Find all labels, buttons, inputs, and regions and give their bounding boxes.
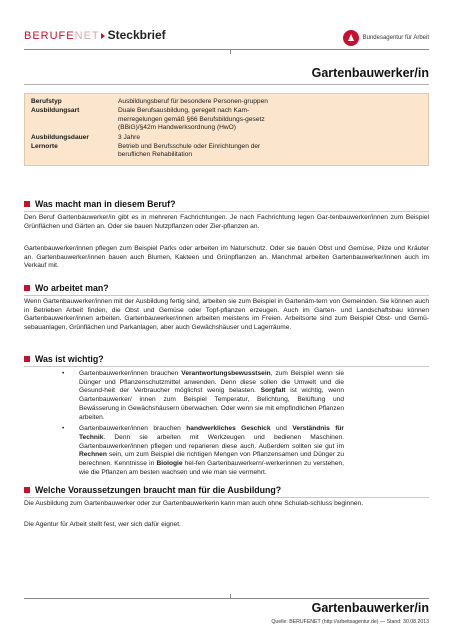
section-divider bbox=[24, 211, 429, 212]
fact-label: Lernorte bbox=[31, 142, 58, 150]
logo-berufe-text: BERUFE bbox=[24, 30, 75, 42]
section-divider bbox=[24, 295, 429, 296]
section-paragraph: Die Ausbildung zum Gartenbauwerker oder zur Gartenbauwerkerin kann man auch ohne Schulab-schluss beginnen. bbox=[24, 500, 364, 507]
fact-label: Berufstyp bbox=[31, 98, 62, 105]
list-item-text: Gartenbauwerker/innen brauchen handwerkliches Geschick und Verständnis für Technik. Denn sie arbeiten mit Werkzeugen und bedienen Maschinen. Gartenbauwerker/innen pflegen und reparieren diese auch. Außerdem sollten sie gut im Rechnen sein, um zum Beispiel die richtigen Mengen von Pflanzensamen und Dünger zu berechnen. Kenntnisse in Biologie hel-fen Gartenbauwerkern/-werkerinnen zu verstehen, wie die Pflanzen am besten wachsen und wie man sie vermehrt. bbox=[79, 425, 344, 476]
section-paragraph: Den Beruf Gartenbauwerker/in gibt es in mehreren Fachrichtungen. Je nach Fachrichtung legen Gar-tenbauwerker/innen zum Beispiel Grünflächen und Gärten an. Oder sie bauen Nutzpflanzen oder Zier-pflanzen an. bbox=[24, 214, 429, 230]
section-heading-what bbox=[24, 199, 175, 209]
title-divider bbox=[24, 84, 429, 85]
section-heading-text: Was ist wichtig? bbox=[35, 354, 104, 364]
list-item-text: Gartenbauwerker/innen brauchen Verantwortungsbewusstsein, zum Beispiel wenn sie Dünger und Pflanzenschutzmittel anwenden. Denn diese sollen die Umwelt und die Gesund-heit der Verbraucher möglichst wenig belasten. Sorgfalt ist wichtig, wenn Gartenbauwerker/ innen zum Beispiel Temperatur, Belichtung, Belüftung und Bewässerung in Gewächshäusern überwachen. Oder wenn sie mit empfindlichen Pflanzen arbeiten. bbox=[79, 370, 345, 421]
bullet-dot-icon: • bbox=[62, 425, 65, 433]
square-bullet-icon bbox=[24, 356, 30, 362]
fact-row bbox=[31, 107, 422, 133]
footer-divider bbox=[24, 598, 429, 599]
section-paragraph: Wenn Gartenbauwerker/innen mit der Ausbildung fertig sind, arbeiten sie zum Beispiel in Gartenäm-tern von Gemeinden. Sie können auch in Betrieben Arbeit finden, die Obst und Gemüse oder Topf-pflanzen erzeugen. Auch im Garten- und Landschaftsbau können Gartenbauwerker/innen arbeiten. Gartenbauwerker/innen arbeiten meistens im Freien. Arbeitsorte sind zum Beispiel Obst- und Gemü-sebauanlagen, Grünflächen und Parkanlagen, aber auch Gewächshäuser und Lagerräume. bbox=[24, 298, 429, 332]
section-heading-important bbox=[24, 354, 104, 364]
footer-source: Quelle: BERUFENET (http://arbeitsagentur.de) — Stand: 30.08.2013 bbox=[271, 619, 429, 625]
fact-value: Betrieb und Berufsschule oder Einrichtungen der beruflichen Rehabilitation bbox=[118, 142, 261, 159]
section-paragraph: Gartenbauwerker/innen pflegen zum Beispiel Parks oder arbeiten im Naturschutz. Oder sie bauen Obst und Gemüse, Pilze und Kräuter an. Gartenbauwerker/innen bauen auch Blumen, Kakteen und Grünpflanzen an. Manchmal arbeiten Gartenbauwerker/innen auch im Verkauf mit. bbox=[24, 245, 429, 270]
fact-row bbox=[31, 143, 422, 160]
page-header bbox=[24, 28, 429, 48]
section-heading-text: Welche Voraussetzungen braucht man für die Ausbildung? bbox=[35, 485, 282, 495]
agency-logo bbox=[343, 30, 429, 46]
fact-label: Ausbildungsdauer bbox=[31, 133, 89, 141]
agency-emblem-icon bbox=[343, 30, 359, 46]
section-heading-where bbox=[24, 283, 109, 293]
fact-label: Ausbildungsart bbox=[31, 107, 80, 115]
bullet-dot-icon: • bbox=[62, 370, 65, 377]
section-heading-text: Wo arbeitet man? bbox=[35, 283, 109, 293]
section-divider bbox=[24, 497, 429, 498]
section-heading-prerequisites bbox=[24, 485, 281, 495]
header-tick bbox=[230, 49, 231, 54]
requirements-list bbox=[24, 370, 429, 480]
berufenet-logo bbox=[24, 28, 166, 42]
fact-value: Ausbildungsberuf für besondere Personen-gruppen bbox=[118, 98, 268, 105]
logo-net-text: NET bbox=[74, 30, 100, 42]
fact-value: Duale Berufsausbildung, geregelt nach Kam-merregelungen gemäß §66 Berufsbildungs-gesetz (BBiG)/§42m Handwerksordnung (HwO) bbox=[118, 107, 265, 132]
arrow-icon bbox=[101, 33, 105, 39]
agency-name: Bundesagentur für Arbeit bbox=[362, 35, 429, 41]
square-bullet-icon bbox=[24, 201, 30, 207]
logo-steckbrief-text: Steckbrief bbox=[107, 28, 166, 42]
fact-value: 3 Jahre bbox=[118, 133, 140, 141]
facts-box bbox=[24, 93, 429, 166]
section-divider bbox=[24, 366, 429, 367]
fact-row bbox=[31, 134, 422, 143]
square-bullet-icon bbox=[24, 285, 30, 291]
list-item bbox=[24, 370, 429, 422]
fact-row bbox=[31, 98, 422, 107]
page-title: Gartenbauwerker/in bbox=[311, 66, 429, 80]
section-heading-text: Was macht man in diesem Beruf? bbox=[35, 199, 176, 209]
square-bullet-icon bbox=[24, 487, 30, 493]
section-paragraph: Die Agentur für Arbeit stellt fest, wer sich dafür eignet. bbox=[24, 521, 181, 528]
header-divider bbox=[24, 49, 429, 50]
list-item bbox=[24, 425, 429, 477]
footer-title: Gartenbauwerker/in bbox=[311, 601, 429, 615]
